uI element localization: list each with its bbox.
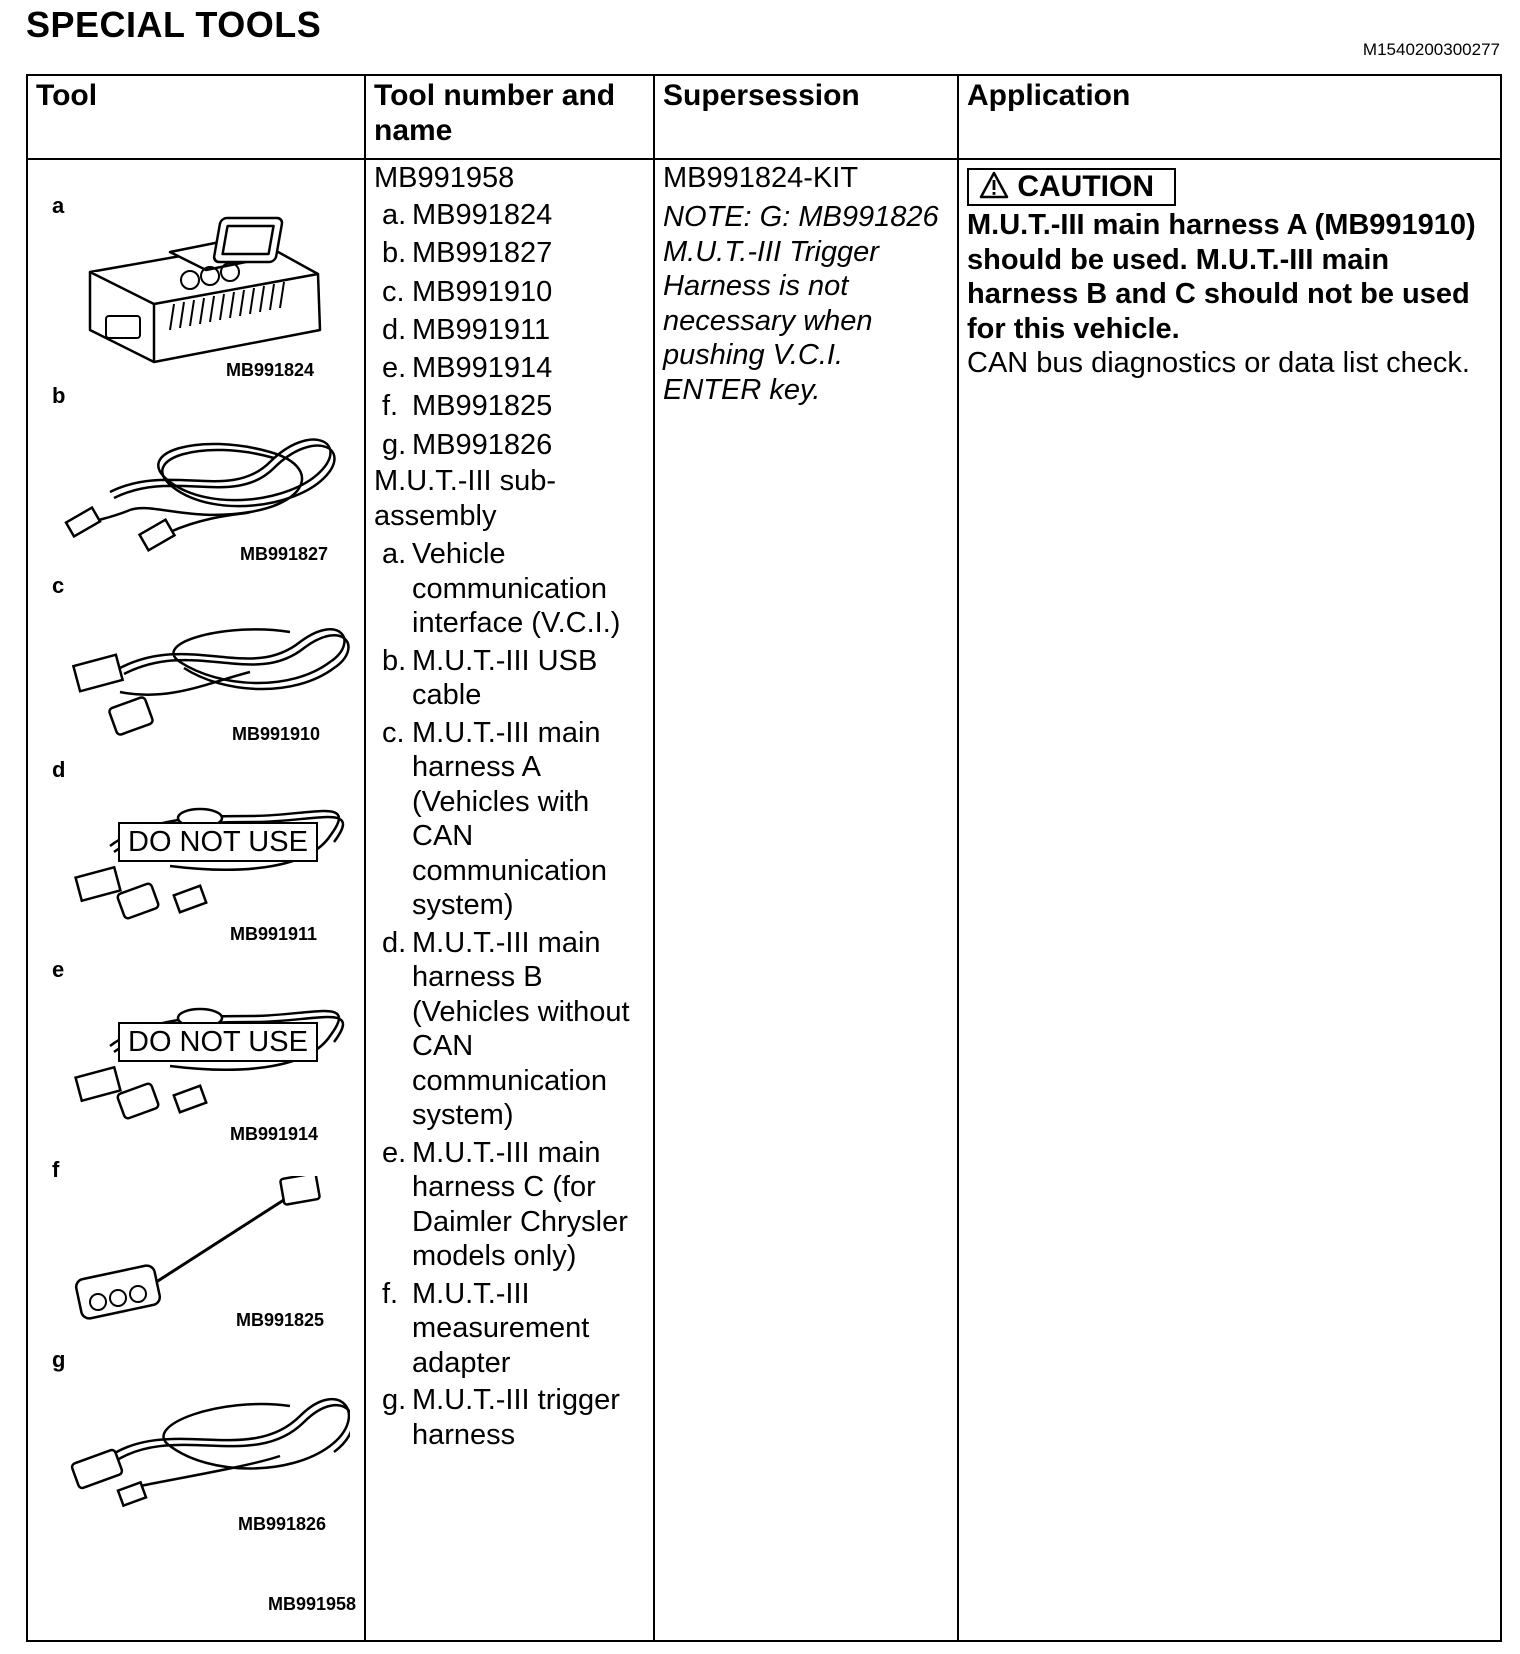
column-header-tool: Tool — [27, 75, 365, 159]
usb-cable-icon — [50, 402, 350, 552]
special-tools-table — [26, 74, 1502, 1642]
tool-number-cell — [365, 159, 654, 1641]
tool-item-e — [28, 952, 364, 1152]
list-item: f. M.U.T.-III measurement adapter — [382, 1277, 590, 1379]
tool-illustration-cell — [27, 159, 365, 1641]
application-text: CAN bus diagnostics or data list check. — [967, 347, 1470, 379]
trigger-harness-icon — [50, 1366, 350, 1516]
kit-number: MB991958 — [374, 162, 515, 194]
tool-letter: g — [52, 1347, 66, 1372]
tool-code: MB991914 — [230, 1124, 319, 1144]
tool-letter: b — [52, 383, 66, 408]
column-header-application: Application — [958, 75, 1501, 159]
list-item: a. MB991824 — [382, 199, 553, 231]
column-header-tool-number: Tool number and name — [365, 75, 654, 159]
caution-text: M.U.T.-III main harness A (MB991910) should be used. M.U.T.-III main harness B and C should not be used for this vehicle. — [967, 209, 1476, 345]
tool-code: MB991826 — [238, 1514, 327, 1534]
tool-item-c — [28, 568, 364, 752]
supersession-cell — [654, 159, 958, 1641]
table-row — [27, 159, 1501, 1641]
do-not-use-warning: DO NOT USE — [118, 822, 318, 862]
list-item: e. MB991914 — [382, 352, 553, 385]
list-item: d. M.U.T.-III main harness B (Vehicles without CAN communication system) — [382, 926, 630, 1132]
subassembly-title: M.U.T.-III sub-assembly — [374, 465, 557, 532]
tool-item-a — [28, 188, 364, 378]
list-item: a. Vehicle communication interface (V.C.I.) — [382, 538, 621, 640]
page-title: SPECIAL TOOLS — [26, 4, 322, 45]
list-item: c. M.U.T.-III main harness A (Vehicles with CAN communication system) — [382, 716, 608, 922]
tool-item-f — [28, 1152, 364, 1342]
tool-item-g — [28, 1342, 364, 1542]
list-item: e. M.U.T.-III main harness C (for Daimler Chrysler models only) — [382, 1136, 628, 1273]
part-name-list — [374, 537, 645, 1452]
kit-code: MB991958 — [268, 1594, 357, 1614]
supersession-note: NOTE: G: MB991826 M.U.T.-III Trigger Harness is not necessary when pushing V.C.I. ENTER key. — [663, 201, 939, 406]
tool-letter: a — [52, 193, 65, 218]
list-item: c. MB991910 — [382, 275, 553, 308]
tool-letter: e — [52, 957, 65, 982]
tool-item-b — [28, 378, 364, 568]
tool-code: MB991911 — [230, 924, 318, 944]
supersession-code: MB991824-KIT — [663, 162, 859, 194]
list-item: g. M.U.T.-III trigger harness — [382, 1384, 620, 1451]
application-cell — [958, 159, 1501, 1641]
column-header-supersession: Supersession — [654, 75, 958, 159]
tool-code: MB991910 — [232, 724, 321, 744]
do-not-use-warning: DO NOT USE — [118, 1022, 318, 1062]
tool-letter: c — [52, 573, 65, 598]
list-item: d. MB991911 — [382, 313, 551, 346]
tool-code: MB991827 — [240, 544, 329, 564]
list-item: b. MB991827 — [382, 237, 553, 270]
tool-code: MB991824 — [226, 360, 315, 380]
tool-letter: f — [52, 1157, 60, 1182]
tool-code: MB991825 — [236, 1310, 325, 1330]
warning-triangle-icon — [979, 171, 1009, 199]
list-item: g. MB991826 — [382, 428, 553, 461]
table-header-row — [27, 75, 1501, 159]
list-item: b. M.U.T.-III USB cable — [382, 644, 598, 712]
caution-label: CAUTION — [967, 168, 1176, 206]
tool-item-d — [28, 752, 364, 952]
list-item: f. MB991825 — [382, 390, 553, 423]
document-code: M1540200300277 — [1362, 40, 1500, 59]
part-number-list — [374, 196, 645, 464]
tool-letter: d — [52, 757, 66, 782]
